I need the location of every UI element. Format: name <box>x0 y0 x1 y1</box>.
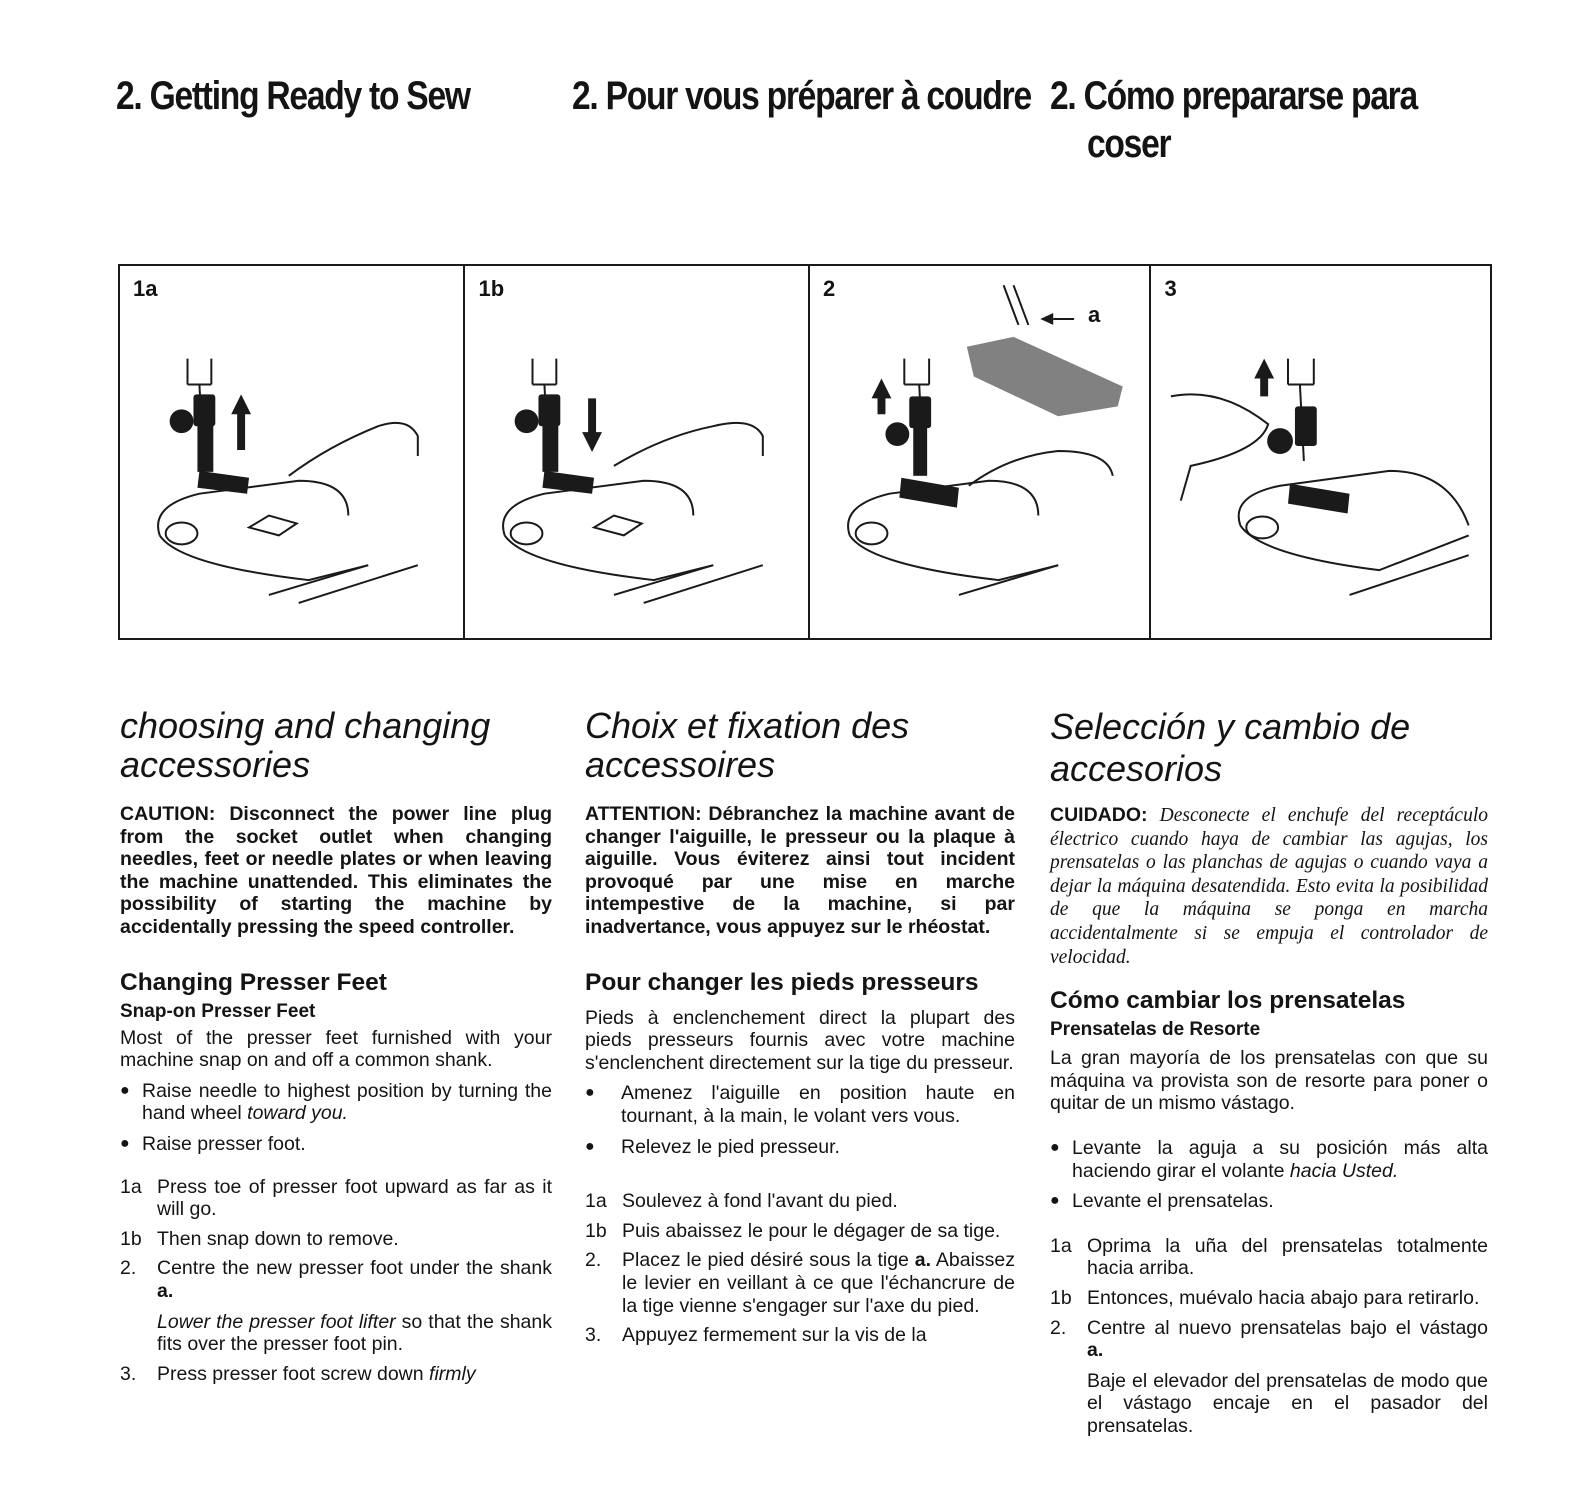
figure-panel-3 <box>1151 266 1490 638</box>
column-english <box>120 706 552 1392</box>
section-title: Changing Presser Feet <box>120 968 387 996</box>
step-item: 1b Puis abaissez le pour le dégager de sa tige. <box>585 1219 1001 1242</box>
column-spanish <box>1050 706 1488 1444</box>
section-heading: choosing and changing accessories <box>120 705 491 785</box>
sub-title: Snap-on Presser Feet <box>120 1000 316 1022</box>
figure-row <box>118 264 1492 640</box>
step-item: 1b Then snap down to remove. <box>120 1227 399 1250</box>
step-item: 3. Press presser foot screw down firmly <box>120 1362 476 1385</box>
caution-notice: ATTENTION: Débranchez la machine avant de changer l'aiguille, le presseur ou la plaque à aiguille. Vous éviterez ainsi tout incident provoqué par une mise en marche intempestive de la machine, si par inadvertance, vous appuyez sur le rhéostat. <box>585 803 1015 938</box>
presser-foot-raise-illustration <box>120 266 463 638</box>
figure-panel-1b <box>465 266 809 638</box>
step-item: 2. Placez le pied désiré sous la tige a. Abaissez le levier en veillant à ce que l'échancrure de la tige vienne s'engager sur l'axe du pied. <box>585 1249 1015 1317</box>
section-heading: Selección y cambio de accesorios <box>1050 706 1411 789</box>
bullet-item: ● Amenez l'aiguille en position haute en tournant, à la main, le volant vers vous. <box>585 1082 1015 1127</box>
figure-panel-2 <box>810 266 1152 638</box>
step-list <box>585 1190 1015 1347</box>
intro-paragraph: La gran mayoría de los prensatelas con que su máquina va provista son de resorte para poner o quitar de un mismo vástago. <box>1050 1047 1488 1115</box>
step-item: 1a Soulevez à fond l'avant du pied. <box>585 1190 898 1213</box>
section-title: Cómo cambiar los prensatelas <box>1050 987 1406 1015</box>
step-list <box>120 1176 552 1386</box>
step-item: 1a Press toe of presser foot upward as far as it will go. <box>120 1175 552 1221</box>
figure-label: 2 <box>822 276 836 301</box>
step-item: 2. Centre al nuevo prensatelas bajo el vástago a. Baje el elevador del prensatelas de modo que el vástago encaje en el pasador del prensatelas. <box>1050 1316 1488 1437</box>
step-item: 1b Entonces, muévalo hacia abajo para retirarlo. <box>1050 1286 1480 1309</box>
intro-paragraph: Pieds à enclenchement direct la plupart des pieds presseurs fournis avec votre machine s'enclenchent directement sur la tige du presseur. <box>585 1006 1015 1074</box>
bullet-item: ● Levante el prensatelas. <box>1050 1190 1488 1213</box>
step-item: 1a Oprima la uña del prensatelas totalmente hacia arriba. <box>1050 1234 1488 1280</box>
section-title: Pour changer les pieds presseurs <box>585 968 979 996</box>
presser-foot-snap-down-illustration <box>465 266 807 638</box>
sub-title: Prensatelas de Resorte <box>1050 1019 1261 1041</box>
bullet-item: ● Raise needle to highest position by turning the hand wheel toward you. <box>120 1080 552 1125</box>
heading-english: 2. Getting Ready to Sew <box>116 74 470 118</box>
step-item: 2. Centre the new presser foot under the shank a. Lower the presser foot lifter so that the shank fits over the presser foot pin. <box>120 1257 552 1356</box>
presser-foot-screw-illustration <box>1151 266 1490 638</box>
figure-label: 1a <box>133 276 158 301</box>
bullet-list <box>585 1082 1015 1158</box>
section-heading: Choix et fixation des accessoires <box>585 705 910 785</box>
heading-spanish: 2. Cómo prepararse para coser <box>1050 74 1417 166</box>
bullet-item: ● Relevez le pied presseur. <box>585 1136 1015 1159</box>
bullet-item: ● Raise presser foot. <box>120 1133 552 1156</box>
figure-label: 1b <box>478 276 505 301</box>
column-french <box>585 706 1015 1354</box>
heading-french: 2. Pour vous préparer à coudre <box>572 74 1031 118</box>
bullet-item: ● Levante la aguja a su posición más alta haciendo girar el volante hacia Usted. <box>1050 1137 1488 1182</box>
step-item: 3. Appuyez fermement sur la vis de la <box>585 1324 927 1347</box>
presser-foot-centre-illustration <box>810 266 1150 638</box>
intro-paragraph: Most of the presser feet furnished with your machine snap on and off a common shank. <box>120 1026 552 1072</box>
caution-notice: CAUTION: Disconnect the power line plug from the socket outlet when changing needles, feet or needle plates or when leaving the machine unattended. This eliminates the possibility of starting the machine by accidentally pressing the speed controller. <box>120 803 552 938</box>
caution-notice: CUIDADO: Desconecte el enchufe del receptáculo électrico cuando haya de cambiar las agujas, los prensatelas o las planchas de agujas o cuando vaya a dejar la máquina desatendida. Esto evita la posibilidad de que la máquina se ponga en marcha accidentalmente si se empuja el controlador de velocidad. <box>1050 804 1488 968</box>
bullet-list <box>1050 1137 1488 1213</box>
step-list <box>1050 1235 1488 1438</box>
bullet-list <box>120 1080 552 1156</box>
figure-panel-1a <box>120 266 465 638</box>
figure-label: 3 <box>1164 276 1177 301</box>
pointer-label-a: a <box>1087 302 1101 327</box>
